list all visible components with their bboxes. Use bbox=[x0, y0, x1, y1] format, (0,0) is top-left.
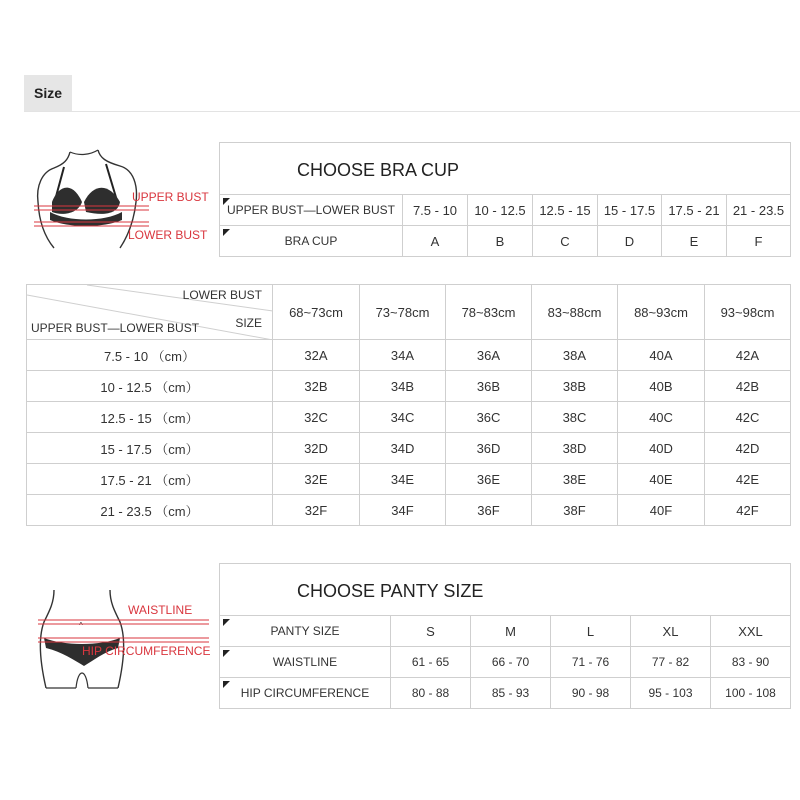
hip-row bbox=[220, 678, 791, 709]
size-cell: 32E bbox=[273, 464, 360, 495]
hip-cell: 90 - 98 bbox=[551, 678, 631, 709]
size-cell: 32D bbox=[273, 433, 360, 464]
cup-range-cell: 21 - 23.5 bbox=[727, 195, 791, 226]
row-range-label: 17.5 - 21 （cm） bbox=[27, 464, 273, 495]
row-range-label: 7.5 - 10 （cm） bbox=[27, 340, 273, 371]
lower-bust-label: LOWER BUST bbox=[128, 228, 208, 242]
size-cell: 40A bbox=[618, 340, 705, 371]
cup-range-cell: 12.5 - 15 bbox=[533, 195, 598, 226]
panty-illustration bbox=[24, 588, 219, 698]
size-chart-header-row bbox=[27, 285, 791, 340]
panty-size-cell: XXL bbox=[711, 616, 791, 647]
bra-illustration bbox=[24, 140, 214, 250]
bra-cup-letter-row bbox=[220, 226, 791, 257]
panty-size-cell: XL bbox=[631, 616, 711, 647]
waistline-label: WAISTLINE bbox=[128, 603, 193, 617]
size-cell: 40F bbox=[618, 495, 705, 526]
row-range-label: 21 - 23.5 （cm） bbox=[27, 495, 273, 526]
hip-cell: 85 - 93 bbox=[471, 678, 551, 709]
waistline-cell: 66 - 70 bbox=[471, 647, 551, 678]
size-cell: 42D bbox=[705, 433, 791, 464]
size-chart-row bbox=[27, 340, 791, 371]
row-range-label: 15 - 17.5 （cm） bbox=[27, 433, 273, 464]
size-cell: 32A bbox=[273, 340, 360, 371]
size-cell: 38E bbox=[532, 464, 618, 495]
corner-size-label: SIZE bbox=[235, 316, 262, 330]
corner-upper-lower-label: UPPER BUST—LOWER BUST bbox=[31, 321, 200, 335]
waistline-cell: 77 - 82 bbox=[631, 647, 711, 678]
waistline-cell: 71 - 76 bbox=[551, 647, 631, 678]
size-cell: 36F bbox=[446, 495, 532, 526]
size-cell: 36D bbox=[446, 433, 532, 464]
size-cell: 42F bbox=[705, 495, 791, 526]
size-cell: 42C bbox=[705, 402, 791, 433]
tab-divider bbox=[24, 111, 800, 112]
upper-lower-bust-label: UPPER BUST—LOWER BUST bbox=[220, 195, 403, 226]
size-cell: 34C bbox=[360, 402, 446, 433]
size-cell: 34E bbox=[360, 464, 446, 495]
size-cell: 38A bbox=[532, 340, 618, 371]
panty-size-cell: M bbox=[471, 616, 551, 647]
svg-text:^: ^ bbox=[79, 621, 83, 630]
size-cell: 38C bbox=[532, 402, 618, 433]
cup-letter-cell: F bbox=[727, 226, 791, 257]
size-cell: 34D bbox=[360, 433, 446, 464]
cup-range-cell: 15 - 17.5 bbox=[598, 195, 662, 226]
size-cell: 42E bbox=[705, 464, 791, 495]
size-cell: 40C bbox=[618, 402, 705, 433]
panty-size-title: CHOOSE PANTY SIZE bbox=[297, 581, 484, 601]
size-cell: 32C bbox=[273, 402, 360, 433]
size-cell: 40E bbox=[618, 464, 705, 495]
lower-bust-column-header: 73~78cm bbox=[360, 285, 446, 340]
size-chart-row bbox=[27, 495, 791, 526]
hip-cell: 95 - 103 bbox=[631, 678, 711, 709]
lower-bust-column-header: 68~73cm bbox=[273, 285, 360, 340]
size-cell: 34A bbox=[360, 340, 446, 371]
bra-cup-table bbox=[219, 194, 791, 257]
cup-letter-cell: A bbox=[403, 226, 468, 257]
size-cell: 34B bbox=[360, 371, 446, 402]
size-cell: 40B bbox=[618, 371, 705, 402]
upper-bust-label: UPPER BUST bbox=[132, 190, 209, 204]
panty-size-cell: L bbox=[551, 616, 631, 647]
waistline-row bbox=[220, 647, 791, 678]
hip-cell: 100 - 108 bbox=[711, 678, 791, 709]
hip-circumference-label: HIP CIRCUMFERENCE bbox=[82, 644, 211, 658]
size-chart-row bbox=[27, 464, 791, 495]
bra-cup-range-row bbox=[220, 195, 791, 226]
lower-bust-column-header: 88~93cm bbox=[618, 285, 705, 340]
panty-size-cell: S bbox=[391, 616, 471, 647]
panty-size-table bbox=[219, 615, 791, 709]
size-cell: 42B bbox=[705, 371, 791, 402]
panty-size-row bbox=[220, 616, 791, 647]
waistline-cell: 83 - 90 bbox=[711, 647, 791, 678]
bra-size-chart bbox=[26, 284, 791, 526]
bra-cup-label: BRA CUP bbox=[220, 226, 403, 257]
corner-lower-bust-label: LOWER BUST bbox=[182, 288, 262, 302]
size-chart-row bbox=[27, 371, 791, 402]
panty-size-label: PANTY SIZE bbox=[220, 616, 391, 647]
size-cell: 32B bbox=[273, 371, 360, 402]
size-chart-corner bbox=[27, 285, 273, 340]
waistline-cell: 61 - 65 bbox=[391, 647, 471, 678]
cup-range-cell: 10 - 12.5 bbox=[468, 195, 533, 226]
size-cell: 32F bbox=[273, 495, 360, 526]
size-cell: 36B bbox=[446, 371, 532, 402]
row-range-label: 12.5 - 15 （cm） bbox=[27, 402, 273, 433]
size-chart-row bbox=[27, 433, 791, 464]
hip-row-label: HIP CIRCUMFERENCE bbox=[220, 678, 391, 709]
hip-cell: 80 - 88 bbox=[391, 678, 471, 709]
size-cell: 38F bbox=[532, 495, 618, 526]
lower-bust-column-header: 83~88cm bbox=[532, 285, 618, 340]
size-cell: 36C bbox=[446, 402, 532, 433]
cup-letter-cell: E bbox=[662, 226, 727, 257]
cup-letter-cell: D bbox=[598, 226, 662, 257]
size-cell: 34F bbox=[360, 495, 446, 526]
size-tab[interactable]: Size bbox=[24, 75, 72, 111]
cup-range-cell: 17.5 - 21 bbox=[662, 195, 727, 226]
lower-bust-column-header: 93~98cm bbox=[705, 285, 791, 340]
size-cell: 38D bbox=[532, 433, 618, 464]
size-cell: 36E bbox=[446, 464, 532, 495]
cup-range-cell: 7.5 - 10 bbox=[403, 195, 468, 226]
row-range-label: 10 - 12.5 （cm） bbox=[27, 371, 273, 402]
size-cell: 36A bbox=[446, 340, 532, 371]
size-chart-row bbox=[27, 402, 791, 433]
bra-cup-title: CHOOSE BRA CUP bbox=[297, 160, 460, 180]
size-cell: 42A bbox=[705, 340, 791, 371]
size-cell: 40D bbox=[618, 433, 705, 464]
lower-bust-column-header: 78~83cm bbox=[446, 285, 532, 340]
size-cell: 38B bbox=[532, 371, 618, 402]
cup-letter-cell: B bbox=[468, 226, 533, 257]
cup-letter-cell: C bbox=[533, 226, 598, 257]
waistline-row-label: WAISTLINE bbox=[220, 647, 391, 678]
